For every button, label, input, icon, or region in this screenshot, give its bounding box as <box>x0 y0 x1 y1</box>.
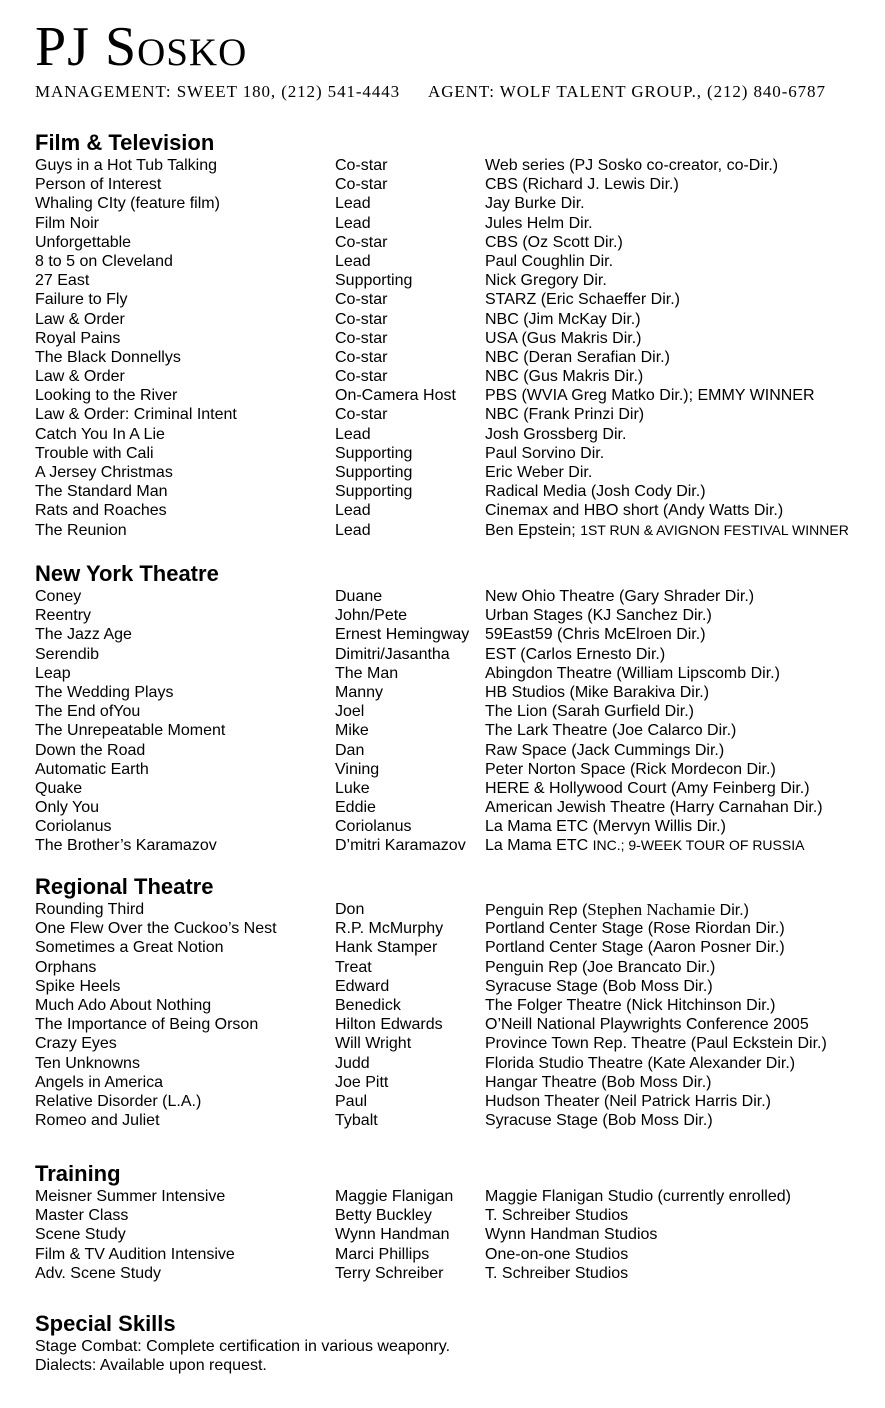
credit-title: Coriolanus <box>35 818 112 836</box>
credit-company-text: One-on-one Studios <box>485 1245 629 1263</box>
credit-title: Failure to Fly <box>35 291 128 309</box>
credit-row <box>35 444 880 463</box>
credit-company <box>485 348 670 367</box>
credit-company <box>485 900 749 920</box>
credit-title: Sometimes a Great Notion <box>35 939 224 957</box>
credit-title: The End ofYou <box>35 703 141 721</box>
credit-company <box>485 1264 628 1283</box>
credit-role: Lead <box>335 502 371 520</box>
credit-title: Serendib <box>35 645 100 663</box>
credit-company-text: Radical Media (Josh Cody Dir.) <box>485 483 706 501</box>
credit-title: The Importance of Being Orson <box>35 1016 259 1034</box>
skill-line: Dialects: Available upon request. <box>35 1357 267 1375</box>
credit-company <box>485 798 823 817</box>
film-tv-section <box>35 130 880 540</box>
credit-company <box>485 760 776 779</box>
regional-theatre-section <box>35 874 880 1130</box>
credit-role: Hank Stamper <box>335 939 438 957</box>
credit-title: Scene Study <box>35 1226 126 1244</box>
credit-company-text: HB Studios (Mike Barakiva Dir.) <box>485 683 710 701</box>
credit-row <box>35 741 880 760</box>
credit-company <box>485 425 626 444</box>
credit-role: Supporting <box>335 272 413 290</box>
credit-company <box>485 1015 809 1034</box>
credit-company <box>485 919 785 938</box>
credit-company-text: 59East59 (Chris McElroen Dir.) <box>485 626 706 644</box>
credit-title: Relative Disorder (L.A.) <box>35 1092 202 1110</box>
credit-title: Film & TV Audition Intensive <box>35 1245 235 1263</box>
credit-row <box>35 760 880 779</box>
credit-role: Supporting <box>335 444 413 462</box>
credit-title: Trouble with Cali <box>35 444 154 462</box>
credit-row <box>35 463 880 482</box>
credit-company <box>485 1034 827 1053</box>
credit-row <box>35 836 880 855</box>
credit-company <box>485 664 780 683</box>
credit-title: Adv. Scene Study <box>35 1264 161 1282</box>
credit-company <box>485 156 778 175</box>
credit-row <box>35 1034 880 1053</box>
credit-row <box>35 606 880 625</box>
credit-company-text: STARZ (Eric Schaeffer Dir.) <box>485 291 680 309</box>
credit-role: Duane <box>335 588 383 605</box>
credit-title: The Unrepeatable Moment <box>35 722 226 740</box>
credit-title: Reentry <box>35 607 92 625</box>
credit-company <box>485 721 736 740</box>
credit-row <box>35 252 880 271</box>
credit-company-text: NBC (Deran Serafian Dir.) <box>485 348 670 366</box>
credit-company-text: Hudson Theater (Neil Patrick Harris Dir.) <box>485 1092 772 1110</box>
credit-company <box>485 779 810 798</box>
credit-role: Marci Phillips <box>335 1245 430 1263</box>
credit-row <box>35 817 880 836</box>
credit-row <box>35 1073 880 1092</box>
credit-title: Coney <box>35 588 82 605</box>
credit-row <box>35 194 880 213</box>
credit-role: Co-star <box>335 157 388 174</box>
credit-row <box>35 721 880 740</box>
credit-role: Hilton Edwards <box>335 1016 443 1034</box>
credit-company <box>485 606 712 625</box>
credit-title: Catch You In A Lie <box>35 425 165 443</box>
credit-company-text: American Jewish Theatre (Harry Carnahan Dir.) <box>485 799 823 817</box>
credit-company-text: The Lion (Sarah Gurfield Dir.) <box>485 703 694 721</box>
credit-role: Lead <box>335 195 371 213</box>
credit-row <box>35 1092 880 1111</box>
credit-company <box>485 996 775 1015</box>
credit-title: Angels in America <box>35 1073 164 1091</box>
credit-company <box>485 405 644 424</box>
section-title: Film & Television <box>35 130 215 155</box>
credit-company-text: Urban Stages (KJ Sanchez Dir.) <box>485 607 712 625</box>
credit-role: Tybalt <box>335 1112 378 1130</box>
credit-title: Much Ado About Nothing <box>35 996 212 1014</box>
credit-company <box>485 501 783 520</box>
credit-company-text: Nick Gregory Dir. <box>485 272 607 290</box>
credit-company <box>485 1187 791 1206</box>
credit-company-text: PBS (WVIA Greg Matko Dir.); EMMY WINNER <box>485 387 815 405</box>
credit-company <box>485 367 643 386</box>
credit-company <box>485 290 680 309</box>
credit-row <box>35 1245 880 1264</box>
credit-company <box>485 1092 771 1111</box>
credit-title: The Jazz Age <box>35 626 132 644</box>
credit-company-text: La Mama ETC (Mervyn Willis Dir.) <box>485 818 726 836</box>
section-title: Regional Theatre <box>35 874 214 899</box>
credit-company <box>485 741 724 760</box>
credit-role: Co-star <box>335 310 388 328</box>
credit-company-text: Portland Center Stage (Aaron Posner Dir.) <box>485 939 785 957</box>
credit-list <box>35 587 880 856</box>
contact-line <box>35 82 826 102</box>
credit-honor: INC.; 9-WEEK TOUR OF RUSSIA <box>592 837 805 854</box>
credit-row <box>35 625 880 644</box>
credit-row <box>35 425 880 444</box>
credit-row <box>35 919 880 938</box>
credit-title: Orphans <box>35 958 97 976</box>
credit-role: Edward <box>335 977 390 995</box>
credit-company <box>485 683 709 702</box>
credit-row <box>35 798 880 817</box>
credit-company-text: Syracuse Stage (Bob Moss Dir.) <box>485 977 713 995</box>
credit-title: Ten Unknowns <box>35 1054 140 1072</box>
credit-title: Crazy Eyes <box>35 1035 117 1053</box>
credit-role: Coriolanus <box>335 818 412 836</box>
credit-director-name: Stephen Nachamie <box>587 900 716 919</box>
credit-list <box>35 156 880 540</box>
credit-role: Paul <box>335 1092 368 1110</box>
credit-title: Law & Order <box>35 368 125 386</box>
credit-company-text: Web series (PJ Sosko co-creator, co-Dir.) <box>485 157 779 174</box>
credit-row <box>35 779 880 798</box>
credit-row <box>35 683 880 702</box>
credit-role: Joel <box>335 703 365 721</box>
management-contact: MANAGEMENT: SWEET 180, (212) 541-4443 <box>35 82 401 101</box>
credit-role: Supporting <box>335 483 413 501</box>
credit-company-text: O’Neill National Playwrights Conference 2005 <box>485 1016 809 1034</box>
credit-role: Judd <box>335 1054 370 1072</box>
credit-list <box>35 1187 880 1283</box>
credit-company <box>485 645 665 664</box>
credit-title: Only You <box>35 799 100 817</box>
credit-title: Meisner Summer Intensive <box>35 1188 226 1205</box>
credit-title: Guys in a Hot Tub Talking <box>35 157 218 174</box>
credit-company <box>485 329 641 348</box>
credit-company-text: Wynn Handman Studios <box>485 1226 658 1244</box>
credit-row <box>35 1111 880 1130</box>
credit-row <box>35 233 880 252</box>
section-title: Training <box>35 1161 121 1186</box>
credit-row <box>35 405 880 424</box>
credit-title: Looking to the River <box>35 387 178 405</box>
credit-company-text: Paul Coughlin Dir. <box>485 252 614 270</box>
credit-company-text: NBC (Gus Makris Dir.) <box>485 368 644 386</box>
credit-row <box>35 900 880 919</box>
credit-title: The Reunion <box>35 521 127 539</box>
credit-company-text: Florida Studio Theatre (Kate Alexander Dir.) <box>485 1054 796 1072</box>
credit-company-text: Josh Grossberg Dir. <box>485 425 627 443</box>
credit-title: Rats and Roaches <box>35 502 167 520</box>
credit-role: Mike <box>335 722 369 740</box>
credit-role: Co-star <box>335 368 388 386</box>
credit-role: Ernest Hemingway <box>335 626 470 644</box>
section-title: Special Skills <box>35 1311 176 1336</box>
credit-row <box>35 482 880 501</box>
credit-company <box>485 1225 657 1244</box>
credit-company-text: Peter Norton Space (Rick Mordecon Dir.) <box>485 760 776 778</box>
credit-list <box>35 900 880 1130</box>
credit-company <box>485 938 785 957</box>
credit-role: Lead <box>335 214 371 232</box>
credit-title: Quake <box>35 779 83 797</box>
credit-row <box>35 1187 880 1206</box>
credit-title: The Wedding Plays <box>35 683 174 701</box>
credit-title: Master Class <box>35 1207 129 1225</box>
credit-company-tail: Dir.) <box>715 902 750 919</box>
credit-company <box>485 587 754 606</box>
credit-company-text: Hangar Theatre (Bob Moss Dir.) <box>485 1073 712 1091</box>
credit-company-text: NBC (Jim McKay Dir.) <box>485 310 641 328</box>
credit-role: Co-star <box>335 291 388 309</box>
training-section <box>35 1161 880 1283</box>
credit-company-text: CBS (Oz Scott Dir.) <box>485 233 623 251</box>
credit-company-text: Raw Space (Jack Cummings Dir.) <box>485 741 725 759</box>
credit-row <box>35 938 880 957</box>
credit-company-text: New Ohio Theatre (Gary Shrader Dir.) <box>485 588 755 605</box>
credit-row <box>35 958 880 977</box>
credit-row <box>35 1054 880 1073</box>
credit-role: Co-star <box>335 329 388 347</box>
credit-company-text: Maggie Flanigan Studio (currently enrolled) <box>485 1188 791 1205</box>
credit-company <box>485 175 679 194</box>
credit-company-text: Eric Weber Dir. <box>485 464 593 481</box>
credit-company <box>485 1245 628 1264</box>
credit-company-text: La Mama ETC <box>485 837 589 855</box>
credit-company-text: Syracuse Stage (Bob Moss Dir.) <box>485 1112 713 1130</box>
credit-role: The Man <box>335 664 399 682</box>
credit-company <box>485 386 815 405</box>
credit-row <box>35 367 880 386</box>
credit-role: Benedick <box>335 996 401 1014</box>
credit-role: Co-star <box>335 176 388 194</box>
credit-company <box>485 1073 711 1092</box>
credit-title: Leap <box>35 664 71 682</box>
credit-title: The Brother’s Karamazov <box>35 837 217 855</box>
credit-row <box>35 329 880 348</box>
credit-company-text: Abingdon Theatre (William Lipscomb Dir.) <box>485 664 780 682</box>
credit-company-text: The Lark Theatre (Joe Calarco Dir.) <box>485 722 737 740</box>
credit-company-text: The Folger Theatre (Nick Hitchinson Dir.) <box>485 996 776 1014</box>
credit-role: Betty Buckley <box>335 1207 432 1225</box>
credit-company-text: CBS (Richard J. Lewis Dir.) <box>485 176 679 194</box>
credit-row <box>35 175 880 194</box>
credit-company-text: USA (Gus Makris Dir.) <box>485 329 642 347</box>
credit-row <box>35 1264 880 1283</box>
credit-role: Luke <box>335 779 370 797</box>
credit-company-text: Cinemax and HBO short (Andy Watts Dir.) <box>485 502 784 520</box>
agent-contact: AGENT: WOLF TALENT GROUP., (212) 840-6787 <box>428 82 826 101</box>
special-skills-section <box>35 1311 880 1375</box>
credit-title: Film Noir <box>35 214 99 232</box>
credit-company-text: Jules Helm Dir. <box>485 214 593 232</box>
credit-role: Terry Schreiber <box>335 1264 444 1282</box>
credit-role: Co-star <box>335 233 388 251</box>
credit-company <box>485 1054 795 1073</box>
credit-company <box>485 1111 713 1130</box>
credit-title: Automatic Earth <box>35 760 149 778</box>
credit-company-text: Province Town Rep. Theatre (Paul Eckstein Dir.) <box>485 1035 827 1053</box>
credit-company-text: Ben Epstein; <box>485 521 576 539</box>
credit-company <box>485 271 607 290</box>
credit-title: Law & Order <box>35 310 125 328</box>
credit-role: Wynn Handman <box>335 1226 450 1244</box>
credit-row <box>35 702 880 721</box>
credit-role: Co-star <box>335 406 388 424</box>
credit-title: Down the Road <box>35 741 146 759</box>
credit-title: Spike Heels <box>35 977 121 995</box>
credit-company-text: Jay Burke Dir. <box>485 195 585 213</box>
credit-company-text: T. Schreiber Studios <box>485 1207 629 1225</box>
credit-title: Royal Pains <box>35 329 121 347</box>
credit-role: D’mitri Karamazov <box>335 837 466 855</box>
credit-company-text: HERE & Hollywood Court (Amy Feinberg Dir.) <box>485 779 810 797</box>
credit-title: The Black Donnellys <box>35 348 181 366</box>
credit-title: Whaling CIty (feature film) <box>35 195 220 213</box>
credit-company-text: EST (Carlos Ernesto Dir.) <box>485 645 666 663</box>
credit-role: Lead <box>335 521 371 539</box>
credit-role: Co-star <box>335 348 388 366</box>
credit-role: On-Camera Host <box>335 387 456 405</box>
credit-company <box>485 817 726 836</box>
credit-company <box>485 194 585 213</box>
credit-row <box>35 1015 880 1034</box>
credit-role: R.P. McMurphy <box>335 920 444 938</box>
credit-row <box>35 271 880 290</box>
credit-company-text: NBC (Frank Prinzi Dir) <box>485 406 645 424</box>
credit-company <box>485 252 613 271</box>
credit-company-text: Penguin Rep (Joe Brancato Dir.) <box>485 958 716 976</box>
credit-row <box>35 1225 880 1244</box>
credit-row <box>35 645 880 664</box>
credit-role: Joe Pitt <box>335 1073 389 1091</box>
credit-row <box>35 214 880 233</box>
credit-role: Dimitri/Jasantha <box>335 645 450 663</box>
credit-row <box>35 310 880 329</box>
skill-line: Stage Combat: Complete certification in various weaponry. <box>35 1338 451 1355</box>
credit-row <box>35 348 880 367</box>
credit-company <box>485 977 713 996</box>
credit-row <box>35 587 880 606</box>
credit-company <box>485 214 593 233</box>
credit-role: Will Wright <box>335 1035 412 1053</box>
credit-row <box>35 664 880 683</box>
section-title: New York Theatre <box>35 561 219 586</box>
credit-company <box>485 836 804 855</box>
credit-company <box>485 482 706 501</box>
credit-title: One Flew Over the Cuckoo’s Nest <box>35 920 277 938</box>
credit-role: Vining <box>335 760 380 778</box>
credit-title: Rounding Third <box>35 901 145 918</box>
credit-row <box>35 521 880 540</box>
credit-title: Romeo and Juliet <box>35 1112 160 1130</box>
credit-title: Person of Interest <box>35 176 162 194</box>
credit-row <box>35 977 880 996</box>
credit-company-text: Paul Sorvino Dir. <box>485 444 605 462</box>
credit-row <box>35 996 880 1015</box>
credit-role: Dan <box>335 741 365 759</box>
credit-role: John/Pete <box>335 607 408 625</box>
credit-company <box>485 958 715 977</box>
credit-role: Don <box>335 901 365 918</box>
credit-company-text: T. Schreiber Studios <box>485 1264 629 1282</box>
credit-title: Unforgettable <box>35 233 132 251</box>
credit-company <box>485 233 623 252</box>
credit-company-text: Penguin Rep ( <box>485 902 588 919</box>
credit-title: Law & Order: Criminal Intent <box>35 406 237 424</box>
credit-company <box>485 702 694 721</box>
credit-company <box>485 310 641 329</box>
credit-role: Eddie <box>335 799 376 817</box>
credit-role: Treat <box>335 958 372 976</box>
credit-company-text: Portland Center Stage (Rose Riordan Dir.) <box>485 920 785 938</box>
credit-role: Manny <box>335 683 384 701</box>
credit-honor: 1ST RUN & AVIGNON FESTIVAL WINNER <box>580 521 849 538</box>
credit-row <box>35 156 880 175</box>
credit-row <box>35 290 880 309</box>
credit-company <box>485 1206 628 1225</box>
credit-company <box>485 463 592 482</box>
credit-row <box>35 386 880 405</box>
credit-row <box>35 1206 880 1225</box>
credit-company <box>485 521 849 540</box>
ny-theatre-section <box>35 561 880 856</box>
credit-role: Lead <box>335 252 371 270</box>
credit-title: 8 to 5 on Cleveland <box>35 252 173 270</box>
credit-role: Maggie Flanigan <box>335 1188 454 1205</box>
actor-name: PJ Sosko <box>35 16 248 78</box>
credit-title: A Jersey Christmas <box>35 464 173 481</box>
credit-company <box>485 625 706 644</box>
credit-company <box>485 444 604 463</box>
credit-title: The Standard Man <box>35 483 168 501</box>
credit-title: 27 East <box>35 272 90 290</box>
credit-role: Supporting <box>335 464 413 481</box>
credit-row <box>35 501 880 520</box>
credit-role: Lead <box>335 425 371 443</box>
